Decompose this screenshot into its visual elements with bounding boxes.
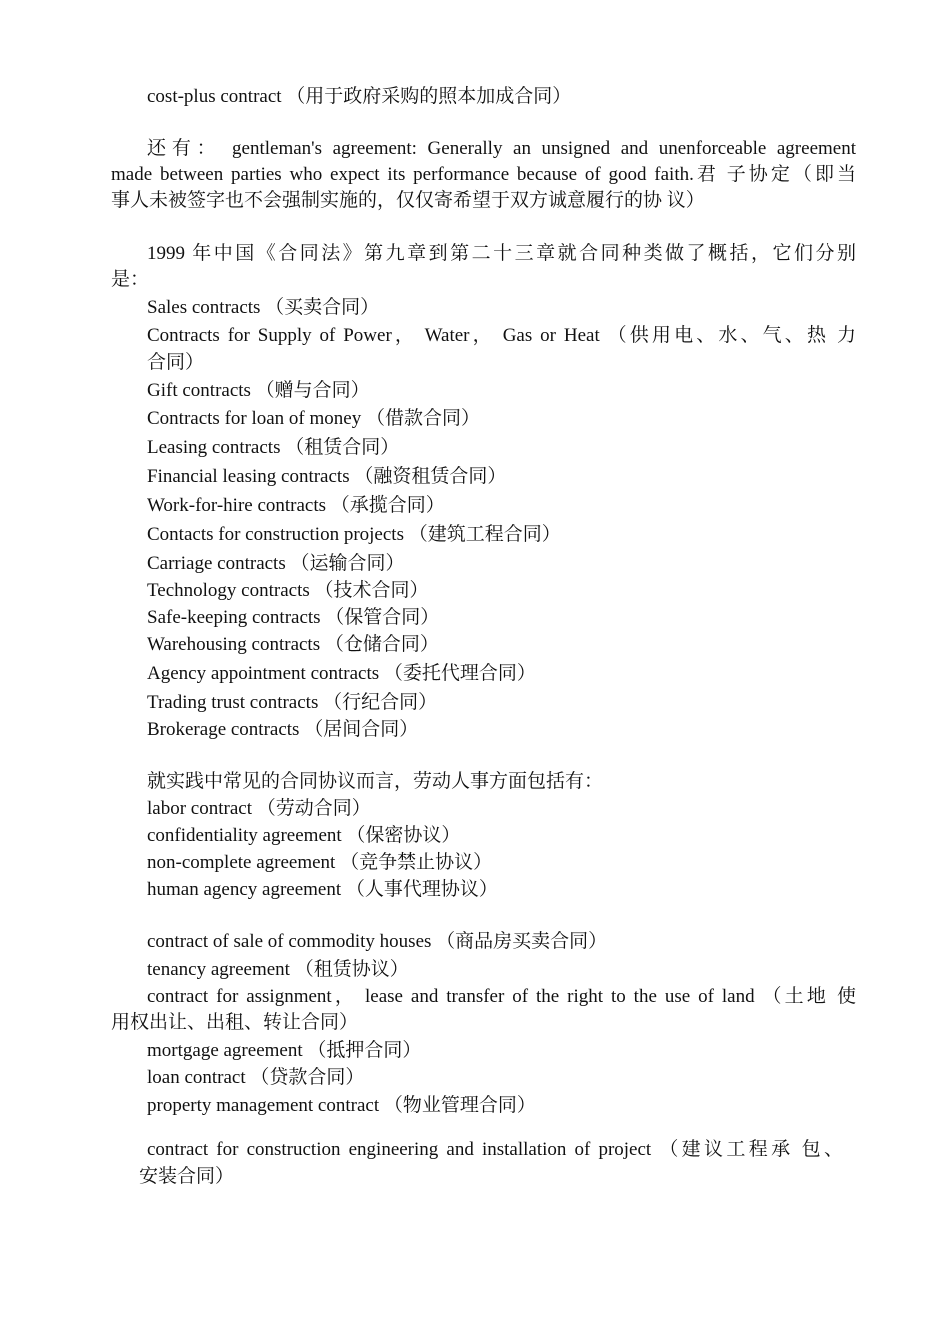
list-item: 合同）	[147, 352, 205, 373]
list-item: property management contract （物业管理合同）	[147, 1095, 536, 1116]
law-heading-line-1: 1999 年中国《合同法》第九章到第二十三章就合同种类做了概括，它们分别	[147, 243, 856, 264]
list-item: Contracts for loan of money （借款合同）	[147, 408, 480, 429]
list-item: mortgage agreement （抵押合同）	[147, 1040, 422, 1061]
list-item: Sales contracts （买卖合同）	[147, 297, 380, 318]
list-item: confidentiality agreement （保密协议）	[147, 825, 461, 846]
list-item: Contracts for Supply of Power， Water， Gas or Heat （供用电、水、气、热 力	[147, 325, 856, 346]
list-item: Leasing contracts （租赁合同）	[147, 437, 400, 458]
list-item: loan contract （贷款合同）	[147, 1067, 365, 1088]
list-item: Carriage contracts （运输合同）	[147, 553, 405, 574]
list-item: Gift contracts （赠与合同）	[147, 380, 370, 401]
assignment-line-2: 用权出让、出租、转让合同）	[111, 1012, 359, 1033]
list-item: Financial leasing contracts （融资租赁合同）	[147, 466, 507, 487]
gentleman-line-1: 还有： gentleman's agreement: Generally an unsigned and unenforceable agreement	[147, 138, 856, 159]
list-item: tenancy agreement （租赁协议）	[147, 959, 409, 980]
list-item: non-complete agreement （竞争禁止协议）	[147, 852, 493, 873]
construction-line-1: contract for construction engineering and installation of project （建议工程承 包、	[147, 1139, 843, 1160]
cost-plus-line: cost-plus contract （用于政府采购的照本加成合同）	[147, 86, 572, 107]
gentleman-line-3: 事人未被签字也不会强制实施的，仅仅寄希望于双方诚意履行的协 议）	[111, 190, 705, 211]
list-item: Trading trust contracts （行纪合同）	[147, 692, 438, 713]
list-item: Technology contracts （技术合同）	[147, 580, 429, 601]
list-item: Warehousing contracts （仓储合同）	[147, 634, 439, 655]
list-item: human agency agreement （人事代理协议）	[147, 879, 498, 900]
list-item: Contacts for construction projects （建筑工程合同）	[147, 524, 561, 545]
list-item: Agency appointment contracts （委托代理合同）	[147, 663, 536, 684]
construction-line-2: 安装合同）	[139, 1166, 235, 1187]
list-item: Work-for-hire contracts （承揽合同）	[147, 495, 445, 516]
gentleman-line-2: made between parties who expect its performance because of good faith.君 子协定（即当	[111, 164, 856, 185]
assignment-line-1: contract for assignment， lease and transfer of the right to the use of land （土地 使	[147, 986, 856, 1007]
list-item: Brokerage contracts （居间合同）	[147, 719, 419, 740]
practice-heading: 就实践中常见的合同协议而言，劳动人事方面包括有：	[147, 771, 604, 792]
list-item: labor contract （劳动合同）	[147, 798, 371, 819]
law-heading-line-2: 是：	[111, 269, 150, 290]
list-item: contract of sale of commodity houses （商品房买卖合同）	[147, 931, 608, 952]
list-item: Safe-keeping contracts （保管合同）	[147, 607, 440, 628]
